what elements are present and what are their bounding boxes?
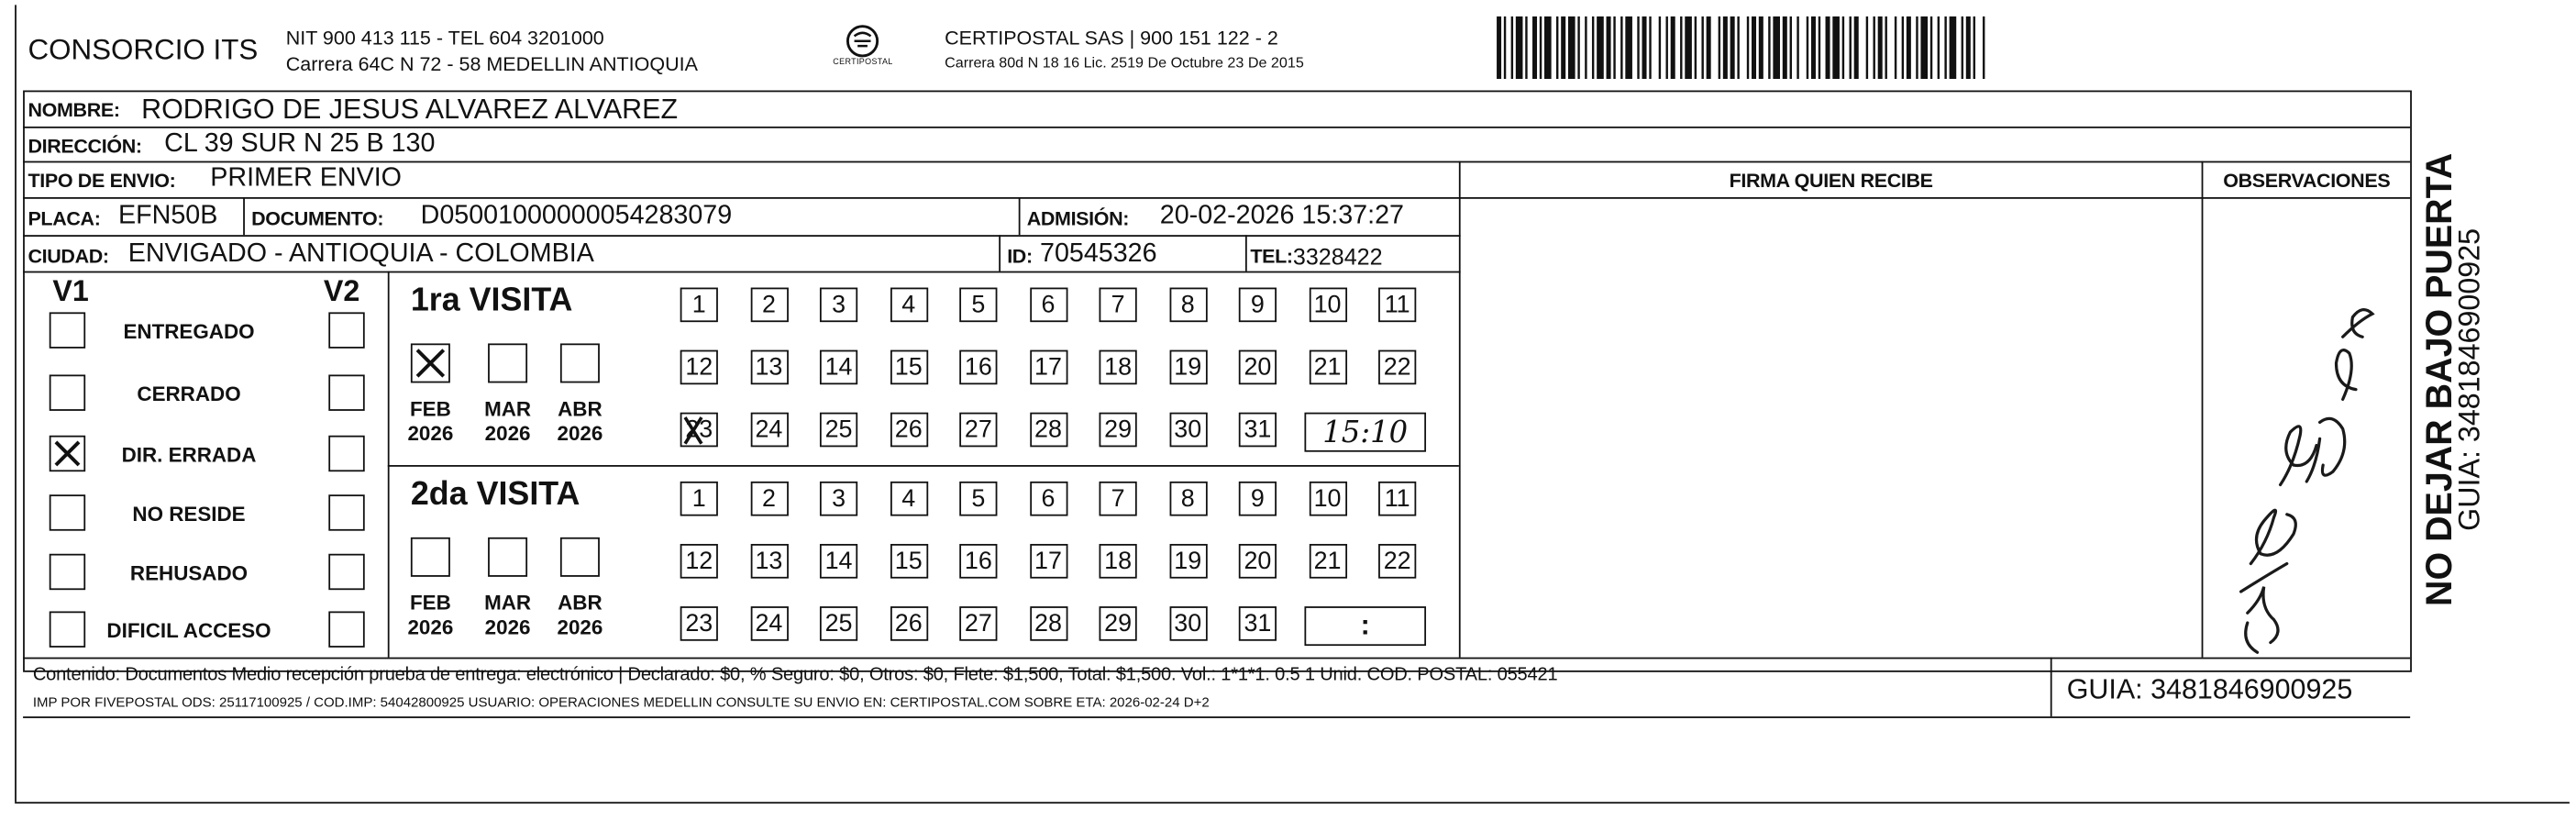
day-box[interactable] (820, 606, 857, 641)
day-number: 9 (1250, 484, 1265, 513)
day-number: 8 (1180, 291, 1195, 319)
day-box[interactable] (750, 350, 788, 385)
tipo-envio-label: TIPO DE ENVIO: (28, 169, 176, 193)
check-x-mark (413, 345, 448, 381)
day-box[interactable] (1100, 606, 1137, 641)
day-box[interactable] (1378, 288, 1416, 323)
day-number: 31 (1244, 609, 1272, 638)
day-box[interactable] (750, 413, 788, 448)
day-number: 1 (691, 484, 706, 513)
barcode-bar (1790, 17, 1792, 79)
day-number: 30 (1174, 609, 1202, 638)
v1-label: V1 (52, 274, 89, 308)
footer-impresion: IMP POR FIVEPOSTAL ODS: 25117100925 / COD.IMP: 54042800925 USUARIO: OPERACIONES MEDELLIN CONSULTE SU ENVIO EN: CERTIPOSTAL.COM SOBRE ETA: 2026-02-24 D+2 (32, 693, 1210, 710)
day-number: 14 (824, 353, 853, 382)
day-box[interactable] (680, 413, 718, 448)
barcode-bar (1895, 17, 1896, 79)
day-number: 2 (761, 484, 776, 513)
day-number: 12 (685, 547, 713, 576)
side-notice (2418, 125, 2504, 634)
documento-label: DOCUMENTO: (251, 206, 384, 230)
barcode-bar (1707, 17, 1711, 79)
day-box[interactable] (959, 482, 997, 516)
day-box[interactable] (1239, 482, 1277, 516)
day-box[interactable] (959, 413, 997, 448)
day-box[interactable] (1100, 413, 1137, 448)
day-number: 25 (824, 416, 853, 444)
status-reason-label: REHUSADO (129, 561, 249, 585)
day-number: 5 (971, 291, 986, 319)
carrier-license: Carrera 80d N 18 16 Lic. 2519 De Octubre 23 De 2015 (945, 54, 1304, 72)
month-name: MAR (484, 397, 532, 421)
placa-value: EFN50B (117, 202, 218, 230)
barcode-bar (1568, 17, 1575, 79)
day-box[interactable] (890, 413, 927, 448)
footer-guia: GUIA: 3481846900925 (2066, 673, 2353, 705)
day-number: 16 (964, 353, 992, 382)
day-number: 1 (691, 291, 706, 319)
barcode-bar (1730, 17, 1735, 79)
direccion-value: CL 39 SUR N 25 B 130 (164, 129, 436, 158)
barcode-bar (1797, 17, 1798, 79)
v2-checkbox[interactable] (328, 554, 364, 590)
day-box[interactable] (750, 606, 788, 641)
v2-checkbox[interactable] (328, 312, 364, 348)
barcode-bar (1497, 17, 1501, 79)
company-name: CONSORCIO ITS (28, 32, 259, 66)
direccion-label: DIRECCIÓN: (28, 134, 142, 158)
month-checkbox[interactable] (411, 343, 450, 382)
month-checkbox[interactable] (411, 537, 450, 577)
day-number: 24 (755, 416, 783, 444)
month-year: 2026 (557, 422, 603, 446)
day-box[interactable] (820, 413, 857, 448)
barcode-bar (1866, 17, 1868, 79)
day-box[interactable] (1378, 482, 1416, 516)
barcode-bar (1540, 17, 1542, 79)
firma-left-divider (1459, 161, 1461, 658)
v2-checkbox[interactable] (328, 611, 364, 647)
barcode-bar (1920, 17, 1928, 79)
barcode-bar (1680, 17, 1682, 79)
day-box[interactable] (1029, 413, 1067, 448)
day-number: 26 (894, 416, 923, 444)
barcode-bar (1768, 17, 1770, 79)
tel-value: 3328422 (1292, 243, 1383, 270)
day-number: 17 (1034, 547, 1062, 576)
day-box[interactable] (1239, 350, 1277, 385)
tel-label: TEL: (1250, 244, 1293, 269)
day-box[interactable] (1169, 288, 1207, 323)
day-box[interactable] (1239, 288, 1277, 323)
day-box[interactable] (1100, 350, 1137, 385)
day-box[interactable] (750, 544, 788, 579)
day-number: 23 (685, 609, 713, 638)
v2-label: V2 (323, 274, 360, 308)
day-box[interactable] (1100, 288, 1137, 323)
day-box[interactable] (820, 350, 857, 385)
barcode-bar (1944, 17, 1946, 79)
month-name: ABR (558, 591, 603, 615)
barcode-bar (1620, 17, 1622, 79)
day-box[interactable] (959, 544, 997, 579)
barcode-bar (1723, 17, 1728, 79)
barcode-bar (1649, 17, 1651, 79)
barcode-bar (1671, 17, 1675, 79)
month-name: ABR (558, 397, 603, 421)
nombre-value: RODRIGO DE JESUS ALVAREZ ALVAREZ (141, 94, 679, 126)
visit-time-value: : (1360, 609, 1370, 641)
day-number: 29 (1104, 416, 1133, 444)
barcode-bar (1930, 17, 1932, 79)
barcode-bar (1747, 17, 1749, 79)
barcode-bar (1854, 17, 1859, 79)
cell-divider (1019, 197, 1021, 235)
v2-checkbox[interactable] (328, 494, 364, 530)
day-box[interactable] (959, 606, 997, 641)
day-number: 3 (832, 291, 846, 319)
barcode-bar (1938, 17, 1940, 79)
barcode-bar (1625, 17, 1632, 79)
day-number: 12 (685, 353, 713, 382)
day-box[interactable] (1029, 606, 1067, 641)
day-box[interactable] (680, 544, 718, 579)
day-number: 6 (1041, 291, 1056, 319)
id-value: 70545326 (1040, 239, 1157, 269)
day-box[interactable] (1169, 606, 1207, 641)
visit-time-value: 15:10 (1322, 415, 1409, 450)
day-number: 23 (685, 416, 713, 444)
barcode-bar (1585, 17, 1587, 79)
visit-title: 1ra VISITA (410, 283, 573, 319)
day-number: 15 (894, 547, 923, 576)
day-number: 18 (1104, 547, 1133, 576)
barcode-bar (1607, 17, 1611, 79)
day-number: 4 (901, 291, 916, 319)
day-number: 2 (761, 291, 776, 319)
day-box[interactable] (680, 288, 718, 323)
status-reason-label: NO RESIDE (132, 503, 246, 526)
day-number: 16 (964, 547, 992, 576)
row-line (23, 197, 2410, 199)
barcode-bar (1592, 17, 1594, 79)
day-box[interactable] (890, 544, 927, 579)
day-box[interactable] (890, 482, 927, 516)
row-line (23, 161, 2410, 163)
barcode-bar (1597, 17, 1604, 79)
day-number: 19 (1174, 353, 1202, 382)
handwritten-signature (2202, 271, 2412, 658)
status-reason-label: DIFICIL ACCESO (106, 619, 271, 643)
day-number: 30 (1174, 416, 1202, 444)
day-box[interactable] (890, 350, 927, 385)
logo-text: CERTIPOSTAL (833, 57, 893, 68)
day-number: 6 (1041, 484, 1056, 513)
barcode-bar (1902, 17, 1904, 79)
day-number: 31 (1244, 416, 1272, 444)
barcode-bar (1544, 17, 1552, 79)
barcode-bar (1819, 17, 1820, 79)
visit-divider (388, 465, 1459, 467)
tipo-envio-value: PRIMER ENVIO (210, 164, 402, 193)
company-nit-tel: NIT 900 413 115 - TEL 604 3201000 (285, 26, 604, 50)
day-number: 4 (901, 484, 916, 513)
day-box[interactable] (1239, 606, 1277, 641)
barcode-bar (1532, 17, 1537, 79)
day-box[interactable] (1378, 350, 1416, 385)
barcode-bar (1962, 17, 1963, 79)
day-number: 7 (1111, 484, 1125, 513)
barcode-bar (1950, 17, 1957, 79)
day-box[interactable] (1309, 544, 1346, 579)
barcode-bar (1556, 17, 1558, 79)
day-number: 21 (1313, 547, 1342, 576)
footer-top-line (23, 658, 2410, 659)
day-number: 3 (832, 484, 846, 513)
day-box[interactable] (1029, 544, 1067, 579)
month-year: 2026 (407, 422, 454, 446)
day-number: 7 (1111, 291, 1125, 319)
month-checkbox[interactable] (560, 343, 600, 382)
day-number: 11 (1384, 484, 1410, 513)
barcode-bar (1752, 17, 1756, 79)
month-year: 2026 (484, 422, 531, 446)
barcode-bar (1907, 17, 1911, 79)
barcode-bar (1737, 17, 1739, 79)
day-box[interactable] (680, 350, 718, 385)
visit-title: 2da VISITA (410, 476, 580, 513)
barcode-bar (1826, 17, 1830, 79)
barcode-bar (1561, 17, 1565, 79)
status-reason-label: DIR. ERRADA (121, 443, 257, 467)
day-number: 22 (1383, 353, 1411, 382)
barcode-bar (1659, 17, 1661, 79)
nombre-label: NOMBRE: (28, 98, 120, 122)
day-number: 5 (971, 484, 986, 513)
day-box[interactable] (820, 288, 857, 323)
day-box[interactable] (1378, 544, 1416, 579)
footer-divider (2051, 658, 2052, 716)
barcode-bar (1613, 17, 1615, 79)
barcode-bar (1695, 17, 1697, 79)
admision-value: 20-02-2026 15:37:27 (1159, 202, 1404, 230)
barcode-bar (1525, 17, 1527, 79)
month-name: FEB (409, 591, 451, 615)
month-checkbox[interactable] (560, 537, 600, 577)
day-number: 25 (824, 609, 853, 638)
id-label: ID: (1007, 244, 1033, 269)
ciudad-value: ENVIGADO - ANTIOQUIA - COLOMBIA (127, 239, 594, 269)
admision-label: ADMISIÓN: (1026, 206, 1130, 230)
day-number: 19 (1174, 547, 1202, 576)
firma-header: FIRMA QUIEN RECIBE (1729, 169, 1933, 193)
barcode-bar (1504, 17, 1506, 79)
v2-checkbox[interactable] (328, 374, 364, 410)
carrier-name: CERTIPOSTAL SAS | 900 151 122 - 2 (945, 26, 1278, 50)
barcode-bar (1719, 17, 1720, 79)
day-box[interactable] (890, 606, 927, 641)
day-number: 27 (964, 416, 992, 444)
barcode-bar (1916, 17, 1918, 79)
day-number: 8 (1180, 484, 1195, 513)
day-number: 20 (1244, 547, 1272, 576)
barcode-bar (1701, 17, 1703, 79)
barcode-bar (1759, 17, 1763, 79)
barcode-bar (1878, 17, 1883, 79)
day-number: 14 (824, 547, 853, 576)
day-number: 20 (1244, 353, 1272, 382)
day-box[interactable] (1029, 482, 1067, 516)
footer-contenido: Contenido: Documentos Medio recepción prueba de entrega: electrónico | Declarado: $0, % Seguro: $0, Otros: $0, Flete: $1,500, Total: $1,500. Vol.: 1*1*1. 0.5 1 Unid. COD. POSTAL: 055421 (32, 665, 1558, 686)
barcode-bar (1873, 17, 1874, 79)
day-number: 18 (1104, 353, 1133, 382)
barcode-bar (1807, 17, 1808, 79)
barcode-bar (1811, 17, 1816, 79)
barcode-bar (1966, 17, 1971, 79)
page-left-border (15, 5, 17, 802)
day-box[interactable] (1100, 544, 1137, 579)
barcode-bar (1773, 17, 1780, 79)
ciudad-label: CIUDAD: (28, 244, 109, 269)
day-box[interactable] (750, 482, 788, 516)
barcode-bar (1642, 17, 1647, 79)
day-box[interactable] (1169, 350, 1207, 385)
no-dejar-bajo-puerta: NO DEJAR BAJO PUERTA (2418, 152, 2460, 606)
placa-label: PLACA: (28, 206, 101, 230)
day-box[interactable] (890, 288, 927, 323)
month-name: MAR (484, 591, 532, 615)
day-box[interactable] (1309, 350, 1346, 385)
month-year: 2026 (557, 615, 603, 639)
day-number: 9 (1250, 291, 1265, 319)
row-line (23, 271, 1461, 273)
barcode-bar (1885, 17, 1886, 79)
day-number: 27 (964, 609, 992, 638)
status-reason-label: CERRADO (137, 382, 241, 406)
day-box[interactable] (1100, 482, 1137, 516)
month-checkbox[interactable] (488, 537, 527, 577)
row-line (23, 127, 2410, 128)
day-box[interactable] (750, 288, 788, 323)
day-box[interactable] (1029, 350, 1067, 385)
visit-time-box[interactable] (1304, 606, 1426, 646)
cell-divider (1245, 235, 1247, 271)
day-box[interactable] (1239, 544, 1277, 579)
day-box[interactable] (1169, 413, 1207, 448)
day-number: 29 (1104, 609, 1133, 638)
barcode-bar (1637, 17, 1639, 79)
day-box[interactable] (680, 606, 718, 641)
certipostal-logo (830, 21, 896, 77)
day-box[interactable] (1169, 482, 1207, 516)
barcode-bar (1516, 17, 1523, 79)
day-number: 21 (1313, 353, 1342, 382)
day-box[interactable] (959, 350, 997, 385)
barcode-bar (1685, 17, 1692, 79)
day-number: 28 (1034, 416, 1062, 444)
month-checkbox[interactable] (488, 343, 527, 382)
barcode-bar (1983, 17, 1985, 79)
barcode (1497, 17, 2225, 79)
day-number: 10 (1313, 291, 1342, 319)
day-box[interactable] (1309, 288, 1346, 323)
observaciones-header: OBSERVACIONES (2223, 169, 2391, 193)
barcode-bar (1842, 17, 1844, 79)
barcode-bar (1850, 17, 1852, 79)
day-number: 11 (1384, 291, 1410, 319)
v2-checkbox[interactable] (328, 436, 364, 471)
day-box[interactable] (680, 482, 718, 516)
month-year: 2026 (407, 615, 454, 639)
company-address: Carrera 64C N 72 - 58 MEDELLIN ANTIOQUIA (285, 52, 698, 76)
day-number: 15 (894, 353, 923, 382)
visit-time-box[interactable] (1304, 413, 1426, 452)
day-number: 28 (1034, 609, 1062, 638)
footer-bottom-line (23, 716, 2410, 718)
documento-value: D05001000000054283079 (420, 202, 733, 230)
day-box[interactable] (959, 288, 997, 323)
side-guia: GUIA: 3481846900925 (2452, 227, 2486, 531)
day-number: 22 (1383, 547, 1411, 576)
month-year: 2026 (484, 615, 531, 639)
day-number: 10 (1313, 484, 1342, 513)
day-box[interactable] (1169, 544, 1207, 579)
barcode-bar (1665, 17, 1667, 79)
day-box[interactable] (1309, 482, 1346, 516)
day-box[interactable] (1239, 413, 1277, 448)
cell-divider (999, 235, 1001, 271)
status-reason-label: ENTREGADO (123, 320, 255, 344)
barcode-bar (1832, 17, 1840, 79)
day-number: 26 (894, 609, 923, 638)
day-number: 13 (755, 353, 783, 382)
barcode-bar (1973, 17, 1975, 79)
day-number: 13 (755, 547, 783, 576)
day-box[interactable] (1029, 288, 1067, 323)
day-box[interactable] (820, 544, 857, 579)
barcode-bar (1783, 17, 1787, 79)
day-number: 17 (1034, 353, 1062, 382)
day-number: 24 (755, 609, 783, 638)
day-box[interactable] (820, 482, 857, 516)
month-name: FEB (409, 397, 451, 421)
cell-divider (243, 197, 245, 235)
page-bottom-border (15, 802, 2570, 803)
barcode-bar (1577, 17, 1579, 79)
barcode-bar (1511, 17, 1513, 79)
day-x-mark (681, 414, 717, 447)
